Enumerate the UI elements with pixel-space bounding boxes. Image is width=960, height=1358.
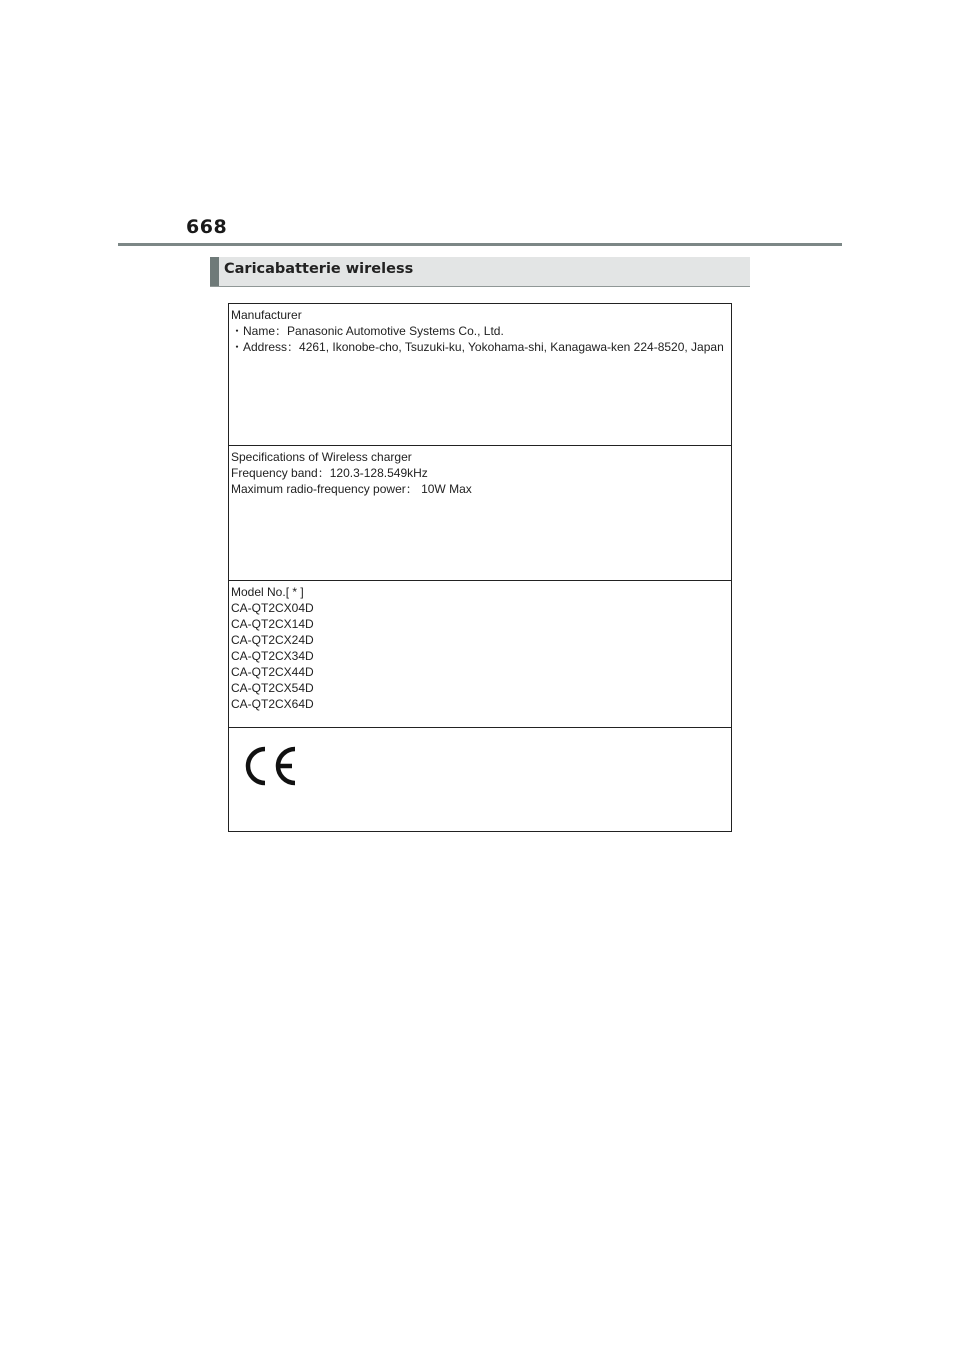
section-header [210,257,750,287]
manufacturer-name: ・Name：Panasonic Automotive Systems Co., Ltd. [231,324,504,338]
models-cell [229,581,731,728]
page-number: 668 [186,216,228,238]
regulatory-label-table [228,303,732,832]
max-rf-power: Maximum radio-frequency power： 10W Max [231,482,472,496]
section-accent [210,257,219,286]
ce-mark-icon [241,745,299,787]
specifications-heading: Specifications of Wireless charger [231,450,412,464]
ce-mark-cell [229,728,731,831]
specifications-cell [229,446,731,581]
header-rule [118,243,842,246]
model-item: CA-QT2CX24D [231,633,314,647]
models-heading: Model No.[ * ] [231,585,304,599]
manufacturer-heading: Manufacturer [231,308,302,322]
section-title: Caricabatterie wireless [224,261,414,277]
model-item: CA-QT2CX14D [231,617,314,631]
model-item: CA-QT2CX04D [231,601,314,615]
model-item: CA-QT2CX44D [231,665,314,679]
model-item: CA-QT2CX64D [231,697,314,711]
manufacturer-address: ・Address：4261, Ikonobe-cho, Tsuzuki-ku, Yokohama-shi, Kanagawa-ken 224-8520, Japan [231,340,724,354]
model-item: CA-QT2CX34D [231,649,314,663]
model-item: CA-QT2CX54D [231,681,314,695]
frequency-band: Frequency band：120.3-128.549kHz [231,466,428,480]
manufacturer-cell [229,304,731,446]
